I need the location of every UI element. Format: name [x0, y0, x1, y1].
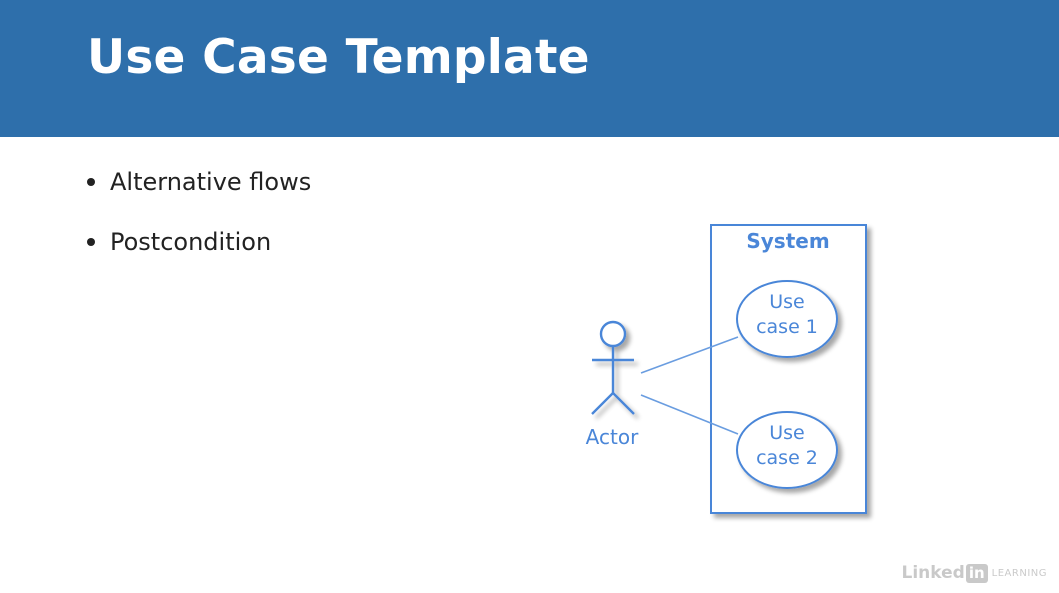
bullet-dot-icon: [87, 178, 95, 186]
system-label: System: [746, 229, 830, 253]
use-case-2-line-2: case 2: [756, 447, 818, 469]
use-case-diagram: [570, 215, 890, 535]
bullet-text: Postcondition: [110, 228, 272, 256]
use-case-1-line-1: Use: [769, 291, 805, 313]
header-bar: [0, 0, 1059, 137]
bullet-dot-icon: [87, 238, 95, 246]
use-case-1-line-2: case 1: [756, 316, 818, 338]
brand-in-icon: in: [966, 564, 988, 583]
brand-linked-text: Linked: [901, 563, 965, 583]
bullet-item: [86, 222, 311, 262]
actor-stick-figure-icon: [592, 322, 634, 414]
bullet-item: [86, 162, 311, 202]
linkedin-learning-logo: [902, 563, 1047, 583]
use-case-2: [737, 412, 837, 488]
use-case-1: [737, 281, 837, 357]
bullet-list: [86, 162, 311, 282]
brand-learning-text: LEARNING: [991, 567, 1047, 579]
actor-label: Actor: [585, 425, 639, 449]
use-case-2-line-1: Use: [769, 422, 805, 444]
bullet-text: Alternative flows: [110, 168, 312, 196]
slide-title: Use Case Template: [87, 30, 590, 85]
